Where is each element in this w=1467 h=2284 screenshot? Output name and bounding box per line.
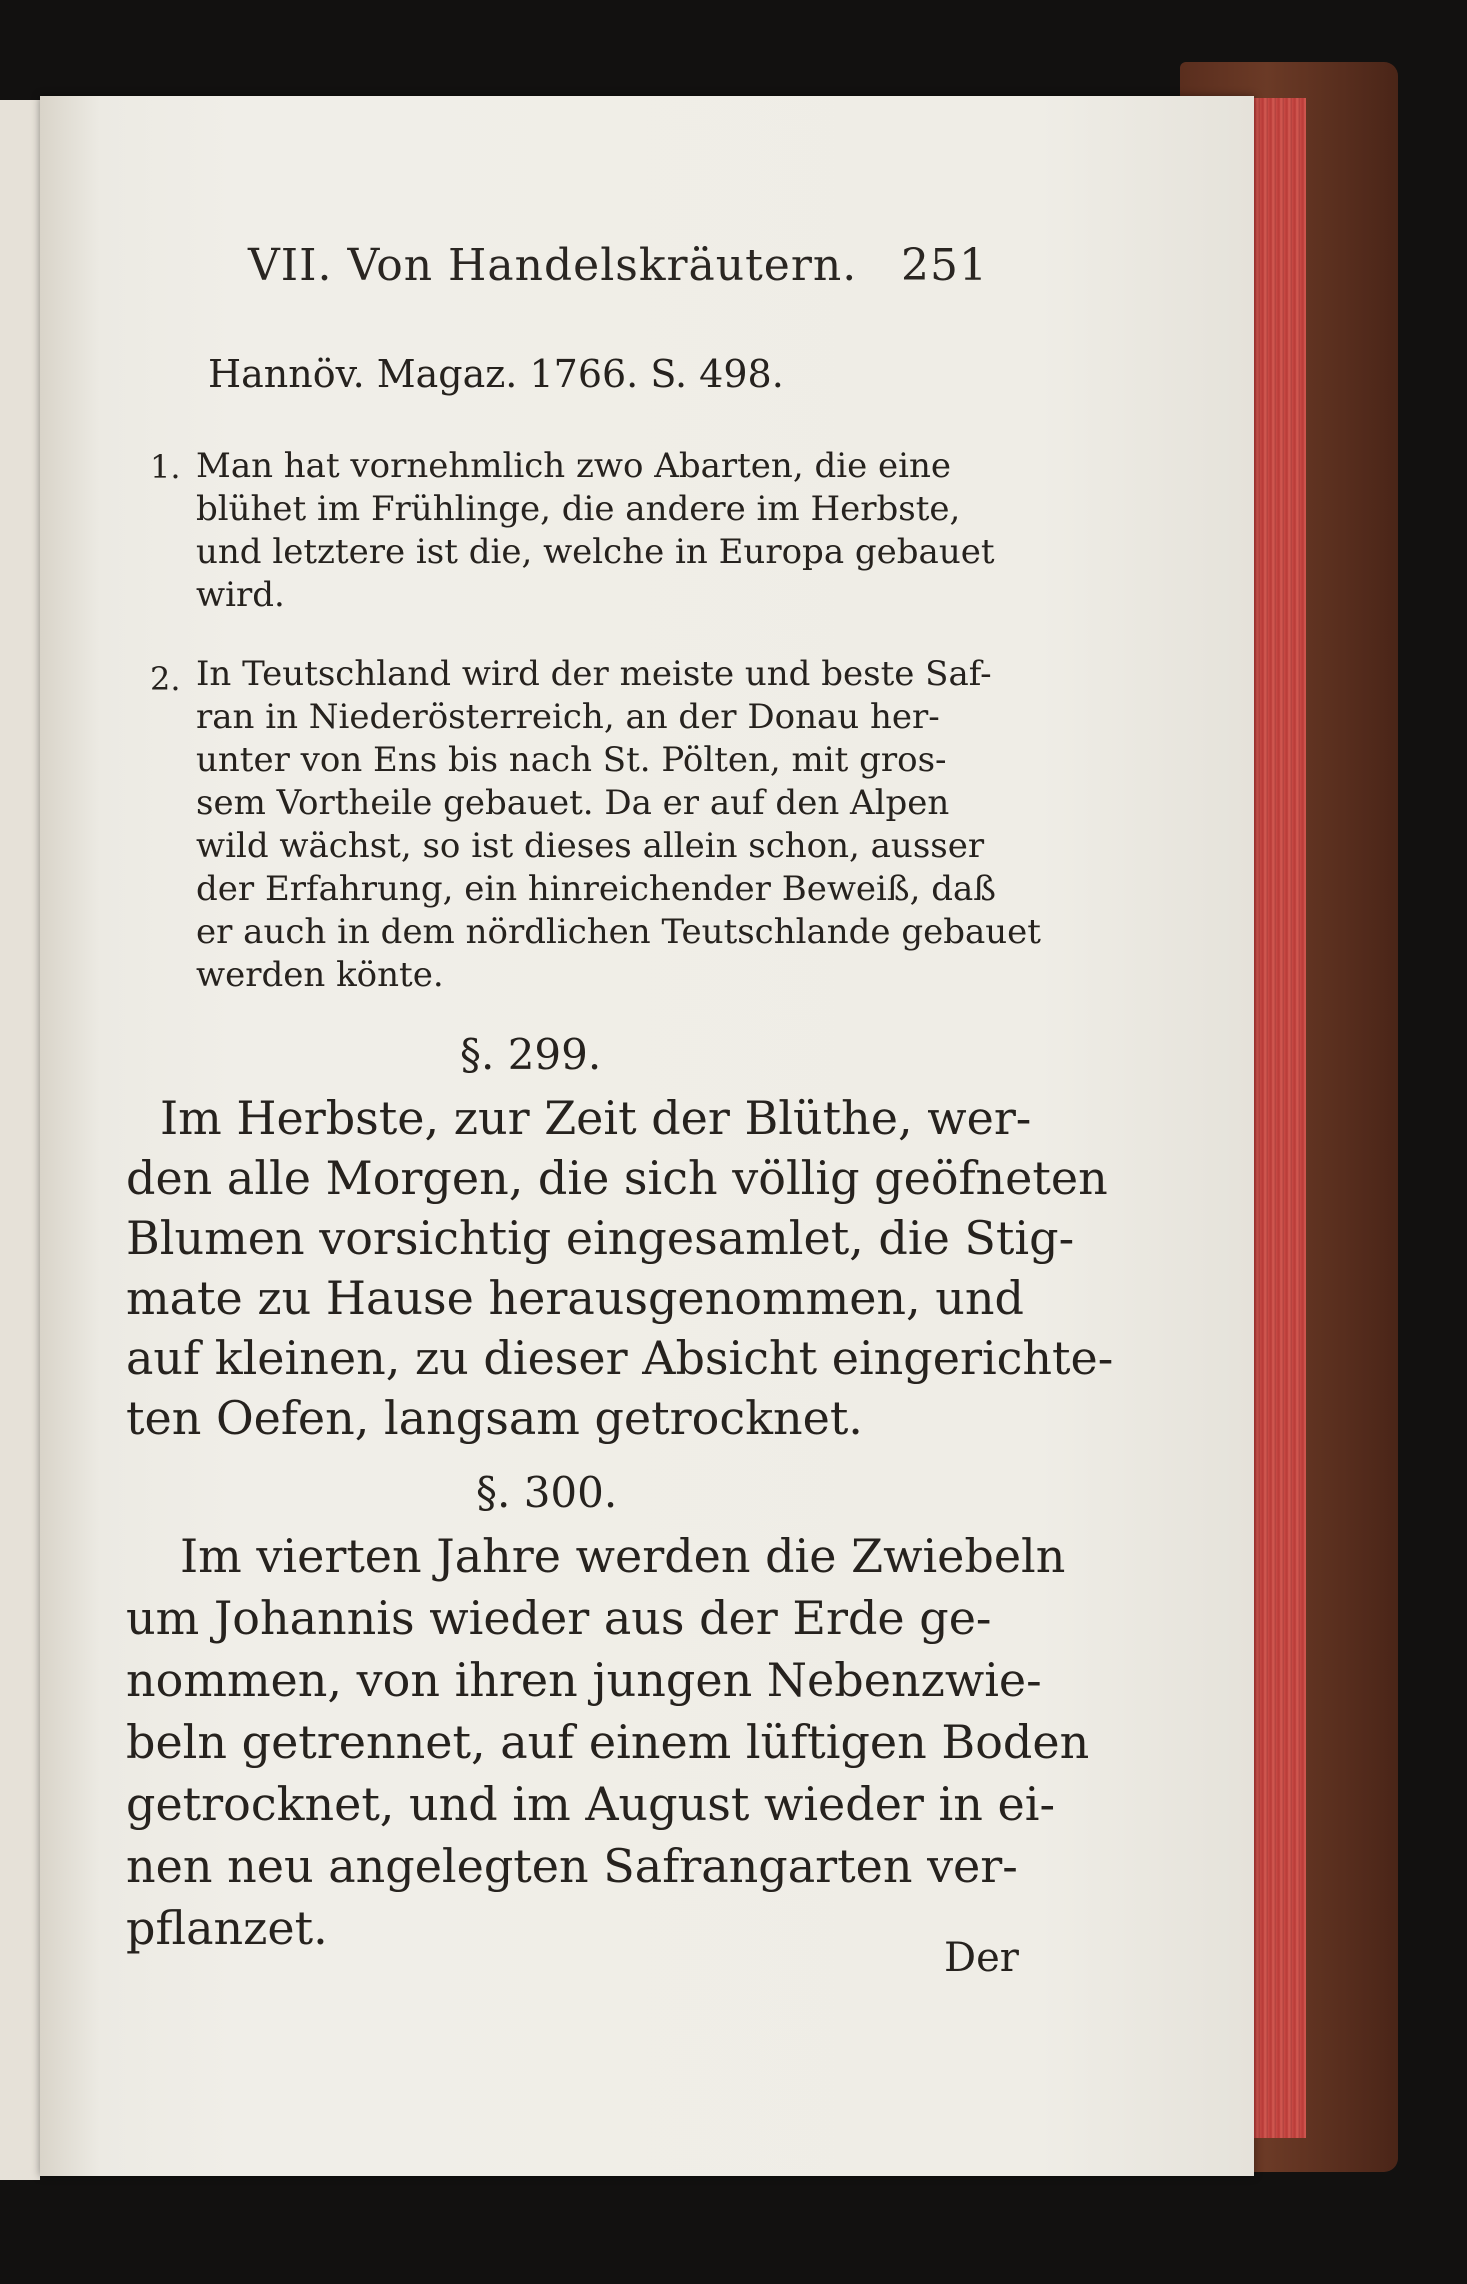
footnote-line: der Erfahrung, ein hinreichender Beweiß, daß (196, 869, 996, 909)
body-line: um Johannis wieder aus der Erde ge- (126, 1591, 992, 1645)
footnote-line: sem Vortheile gebauet. Da er auf den Alpen (196, 783, 950, 823)
footnote-number: 1. (150, 448, 181, 486)
body-line: Blumen vorsichtig eingesamlet, die Stig- (126, 1211, 1075, 1265)
section-heading: §. 299. (460, 1030, 602, 1079)
body-line: auf kleinen, zu dieser Absicht eingerichte- (126, 1331, 1114, 1385)
footnote-line: er auch in dem nördlichen Teutschlande gebauet (196, 912, 1041, 952)
footnote-line: wird. (196, 575, 285, 615)
reference-line: Hannöv. Magaz. 1766. S. 498. (208, 352, 784, 396)
body-line: den alle Morgen, die sich völlig geöfneten (126, 1151, 1108, 1205)
body-line: getrocknet, und im August wieder in ei- (126, 1777, 1055, 1831)
body-line: Im vierten Jahre werden die Zwiebeln (180, 1529, 1066, 1583)
footnote-line: In Teutschland wird der meiste und beste Saf- (196, 654, 992, 694)
footnote-number: 2. (150, 660, 181, 698)
body-line: ten Oefen, langsam getrocknet. (126, 1391, 863, 1445)
body-line: beln getrennet, auf einem lüftigen Boden (126, 1715, 1090, 1769)
footnote-line: wild wächst, so ist dieses allein schon, ausser (196, 826, 985, 866)
catchword: Der (944, 1935, 1019, 1981)
footnote-line: werden könte. (196, 955, 444, 995)
running-header (248, 240, 988, 291)
page-number: 251 (901, 240, 988, 291)
footnote-line: unter von Ens bis nach St. Pölten, mit gros- (196, 740, 947, 780)
body-line: mate zu Hause herausgenommen, und (126, 1271, 1024, 1325)
left-page-sliver (0, 100, 40, 2180)
footnote-line: und letztere ist die, welche in Europa gebauet (196, 532, 995, 572)
body-line: pflanzet. (126, 1901, 328, 1955)
footnote-line: blühet im Frühlinge, die andere im Herbste, (196, 489, 961, 529)
body-line: Im Herbste, zur Zeit der Blüthe, wer- (160, 1091, 1032, 1145)
footnote-line: ran in Niederösterreich, an der Donau her- (196, 697, 940, 737)
section-heading: §. 300. (476, 1468, 618, 1517)
running-title: VII. Von Handelskräutern. (248, 240, 858, 291)
body-line: nommen, von ihren jungen Nebenzwie- (126, 1653, 1042, 1707)
body-line: nen neu angelegten Safrangarten ver- (126, 1839, 1018, 1893)
footnote-line: Man hat vornehmlich zwo Abarten, die eine (196, 446, 952, 486)
